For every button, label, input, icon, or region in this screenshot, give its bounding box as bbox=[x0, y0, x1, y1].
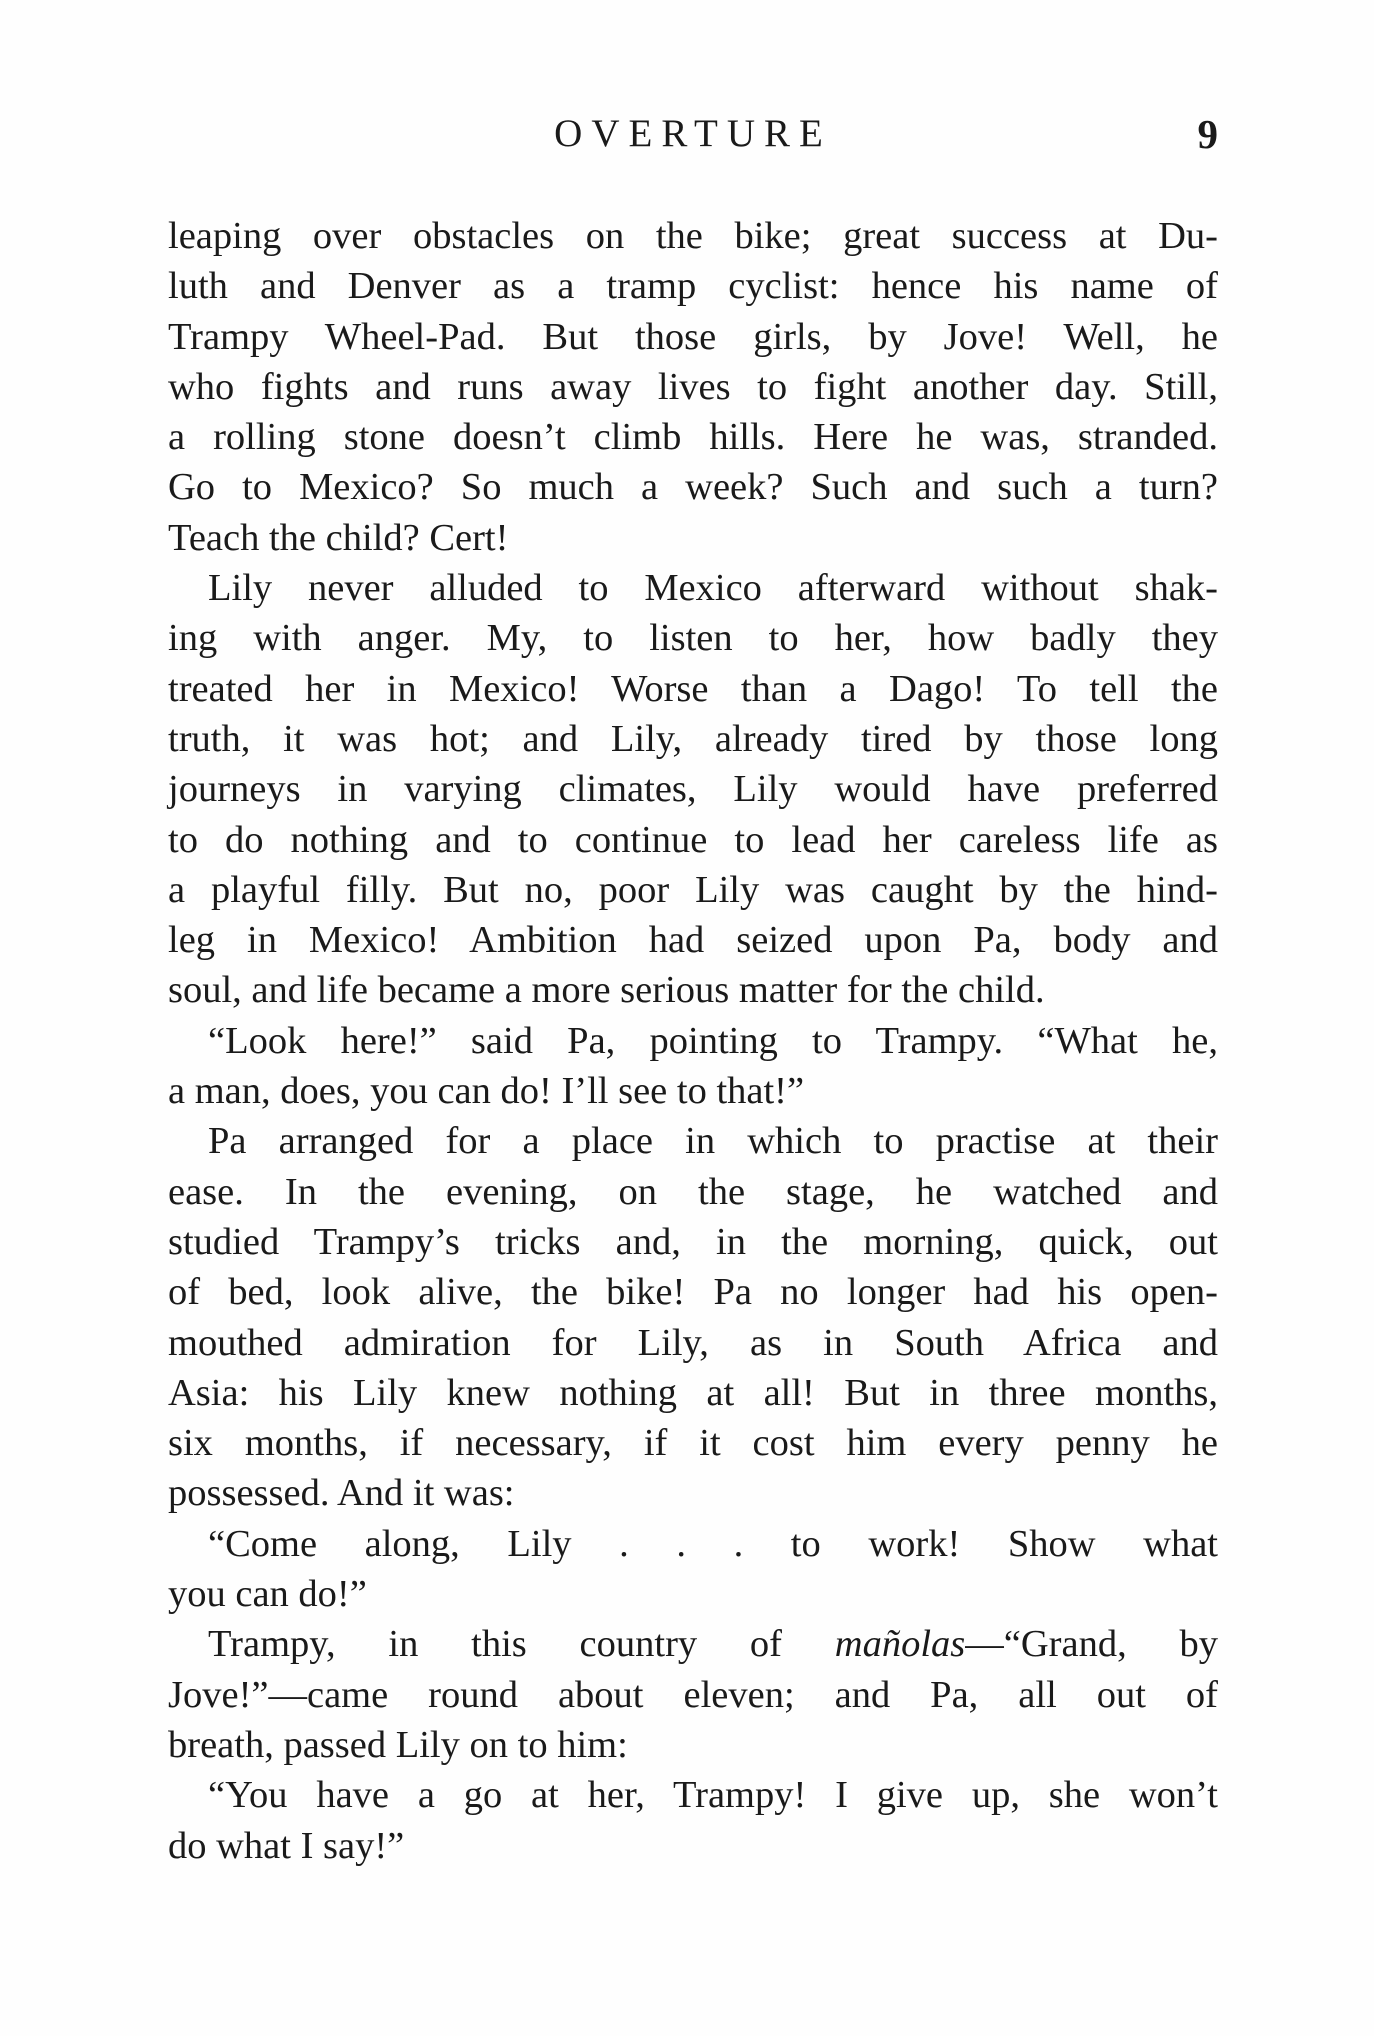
text-line-segment: —“Grand, by bbox=[965, 1623, 1218, 1666]
paragraph bbox=[168, 1770, 1218, 1871]
text-line: ing with anger. My, to listen to her, how badly they bbox=[168, 617, 1218, 660]
text-line: journeys in varying climates, Lily would have preferred bbox=[168, 768, 1218, 811]
text-line: truth, it was hot; and Lily, already tired by those long bbox=[168, 717, 1218, 760]
running-title: OVERTURE bbox=[554, 112, 832, 155]
paragraph bbox=[168, 1519, 1218, 1620]
italic-word: mañolas bbox=[834, 1623, 966, 1666]
text-line: soul, and life became a more serious matter for the child. bbox=[168, 969, 1045, 1012]
text-line: a playful filly. But no, poor Lily was caught by the hind- bbox=[168, 868, 1218, 911]
text-line: Lily never alluded to Mexico afterward without shak- bbox=[208, 567, 1218, 610]
text-line: Jove!”—came round about eleven; and Pa, all out of bbox=[168, 1673, 1218, 1716]
text-line: Pa arranged for a place in which to practise at their bbox=[208, 1120, 1218, 1163]
text-line: who fights and runs away lives to fight another day. Still, bbox=[168, 365, 1218, 408]
paragraph bbox=[168, 211, 1218, 563]
text-line: breath, passed Lily on to him: bbox=[168, 1723, 628, 1766]
text-line-segment: Trampy, in this country of bbox=[208, 1623, 835, 1666]
text-line: mouthed admiration for Lily, as in South Africa and bbox=[168, 1321, 1218, 1364]
text-line: Asia: his Lily knew nothing at all! But in three months, bbox=[168, 1371, 1218, 1414]
paragraph bbox=[168, 1116, 1218, 1518]
text-line: a rolling stone doesn’t climb hills. Here he was, stranded. bbox=[168, 416, 1218, 459]
paragraph bbox=[168, 1619, 1218, 1770]
text-line: Trampy Wheel-Pad. But those girls, by Jove! Well, he bbox=[168, 315, 1218, 358]
text-line: leg in Mexico! Ambition had seized upon Pa, body and bbox=[168, 919, 1218, 962]
text-line: studied Trampy’s tricks and, in the morning, quick, out bbox=[168, 1220, 1218, 1263]
text-line: ease. In the evening, on the stage, he watched and bbox=[168, 1170, 1218, 1213]
text-line: a man, does, you can do! I’ll see to that!” bbox=[168, 1070, 805, 1113]
text-line: luth and Denver as a tramp cyclist: hence his name of bbox=[168, 265, 1218, 308]
text-line: of bed, look alive, the bike! Pa no longer had his open- bbox=[168, 1271, 1218, 1314]
text-line: Teach the child? Cert! bbox=[168, 516, 509, 559]
text-line: Go to Mexico? So much a week? Such and such a turn? bbox=[168, 466, 1218, 509]
paragraph bbox=[168, 563, 1218, 1016]
text-line: “Look here!” said Pa, pointing to Trampy. “What he, bbox=[208, 1019, 1218, 1062]
text-line: six months, if necessary, if it cost him every penny he bbox=[168, 1422, 1218, 1465]
paragraph bbox=[168, 1016, 1218, 1117]
text-line: do what I say!” bbox=[168, 1824, 405, 1867]
text-line: you can do!” bbox=[168, 1573, 367, 1616]
body-text bbox=[168, 211, 1218, 1871]
text-line bbox=[168, 1619, 1218, 1669]
running-head bbox=[168, 104, 1218, 164]
text-line: leaping over obstacles on the bike; great success at Du- bbox=[168, 215, 1218, 257]
text-line: possessed. And it was: bbox=[168, 1472, 515, 1515]
text-line: treated her in Mexico! Worse than a Dago! To tell the bbox=[168, 667, 1218, 710]
text-line: “You have a go at her, Trampy! I give up, she won’t bbox=[208, 1774, 1218, 1817]
text-line: to do nothing and to continue to lead her careless life as bbox=[168, 818, 1218, 861]
page-number: 9 bbox=[1197, 111, 1218, 157]
text-line: “Come along, Lily . . . to work! Show what bbox=[208, 1522, 1218, 1565]
